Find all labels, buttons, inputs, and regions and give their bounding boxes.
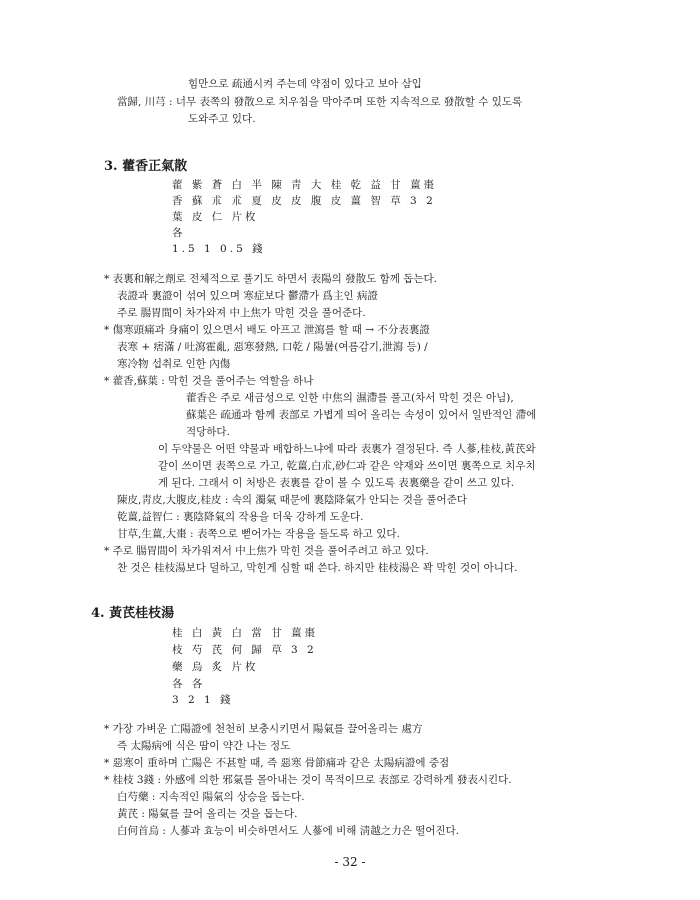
- sec3-note-16: 甘草,生薑,大棗 : 表쪽으로 뻗어가는 작용을 돌도록 하고 있다.: [117, 528, 400, 540]
- sec3-note-12: 같이 쓰이면 表쪽으로 가고, 乾薑,白朮,砂仁과 같은 약재와 쓰이면 裏쪽으로 치우치: [158, 460, 536, 472]
- sec3-herb-row-1: 藿 紫 蒼 白 半 陳 靑 大 桂 乾 益 甘 薑棗: [172, 179, 438, 191]
- sec4-note-1: * 가장 가벼운 亡陽證에 천천히 보충시키면서 陽氣를 끌어올리는 處方: [104, 723, 423, 735]
- sec3-note-11: 이 두약물은 어떤 약물과 배합하느냐에 따라 表裏가 결정된다. 즉 人蔘,桂枝,黃芪와: [158, 443, 536, 455]
- sec3-herb-row-5: 1.5 1 0.5 錢: [172, 243, 266, 255]
- sec4-herb-row-5: 3 2 1 錢: [172, 694, 234, 706]
- sec4-herb-row-1: 桂 白 黃 白 當 甘 薑棗: [172, 627, 319, 639]
- sec3-note-14: 陳皮,靑皮,大腹皮,桂皮 : 속의 濁氣 때문에 裏陰降氣가 안되는 것을 풀어준다: [117, 494, 467, 506]
- sec3-note-7: * 藿香,蘇葉 : 막힌 것을 풀어주는 역할을 하나: [104, 375, 314, 387]
- sec3-herb-row-4: 各: [172, 227, 186, 239]
- sec3-herb-row-3: 葉 皮 仁 片枚: [172, 211, 259, 223]
- sec3-note-1: * 表裏和解之劑로 전체적으로 풀기도 하면서 表陽의 發散도 함께 돕는다.: [104, 273, 438, 285]
- intro-line-1: 힘만으로 疏通시켜 주는데 약점이 있다고 보아 삼입: [188, 78, 422, 90]
- section-3-title: 3. 藿香正氣散: [104, 159, 188, 174]
- sec4-herb-row-3: 藥 烏 炙 片枚: [172, 661, 259, 673]
- sec4-note-2: 즉 太陽病에 식은 땀이 약간 나는 정도: [117, 740, 291, 752]
- sec4-note-5: 白芍藥 : 지속적인 陽氣의 상승을 돕는다.: [117, 791, 305, 803]
- sec3-note-3: 주로 腸胃間이 차가와져 中上焦가 막힌 것을 풀어준다.: [117, 307, 366, 319]
- sec3-note-2: 表證과 裏證이 섞여 있으며 寒症보다 鬱滯가 爲主인 病證: [117, 290, 378, 302]
- sec3-note-17: * 주로 腸胃間이 차가워져서 中上焦가 막힌 것을 풀어주려고 하고 있다.: [104, 545, 429, 557]
- page-number: - 32 -: [334, 855, 366, 869]
- sec3-herb-row-2: 香 蘇 朮 朮 夏 皮 皮 腹 皮 薑 智 草 3 2: [172, 195, 436, 207]
- sec3-note-18: 찬 것은 桂枝湯보다 덜하고, 막힌게 심할 때 쓴다. 하지만 桂枝湯은 꽉 막힌 것이 아니다.: [117, 562, 518, 574]
- sec3-note-13: 게 된다. 그래서 이 처방은 表裏를 같이 볼 수 있도록 表裏藥을 같이 쓰고 있다.: [158, 477, 515, 489]
- sec4-herb-row-4: 各 各: [172, 678, 206, 690]
- sec3-note-8: 藿香은 주로 새금성으로 인한 中焦의 濕滯를 풀고(차서 막힌 것은 아님),: [186, 392, 514, 404]
- sec4-note-6: 黃芪 : 陽氣를 끌어 올리는 것을 돕는다.: [117, 808, 298, 820]
- sec4-herb-row-2: 枝 芍 芪 何 歸 草 3 2: [172, 644, 317, 656]
- sec3-note-10: 적당하다.: [186, 426, 230, 438]
- sec3-note-15: 乾薑,益智仁 : 裏陰降氣의 작용을 더욱 강하게 도운다.: [117, 511, 364, 523]
- sec4-note-4: * 桂枝 3錢 : 外感에 의한 邪氣를 몰아내는 것이 목적이므로 表部로 강력하게 發表시킨다.: [104, 774, 512, 786]
- sec4-note-3: * 惡寒이 重하며 亡陽은 不甚할 때, 즉 惡寒 骨節痛과 같은 太陽病證에 중점: [104, 757, 450, 769]
- section-4-title: 4. 黃芪桂枝湯: [91, 606, 175, 621]
- sec3-note-9: 蘇葉은 疏通과 함께 表部로 가볍게 띄어 올리는 속성이 있어서 일반적인 滯에: [186, 409, 537, 421]
- sec3-note-4: * 傷寒頭痛과 身痛이 있으면서 배도 아프고 泄瀉를 할 때 → 不分表裏證: [104, 324, 430, 336]
- sec4-note-7: 白何首烏 : 人蔘과 효능이 비슷하면서도 人蔘에 비해 淸越之力은 떨어진다.: [117, 825, 460, 837]
- sec3-note-5: 表寒 + 痞滿 / 吐瀉霍亂, 惡寒發熱, 口乾 / 陽暑(여름감기,泄瀉 등) /: [117, 341, 428, 353]
- intro-line-3: 도와주고 있다.: [188, 113, 256, 125]
- intro-line-2: 當歸, 川芎 : 너무 表쪽의 發散으로 치우침을 막아주며 또한 지속적으로 發散할 수 있도록: [117, 96, 523, 108]
- sec3-note-6: 寒冷物 섭취로 인한 內傷: [117, 358, 231, 370]
